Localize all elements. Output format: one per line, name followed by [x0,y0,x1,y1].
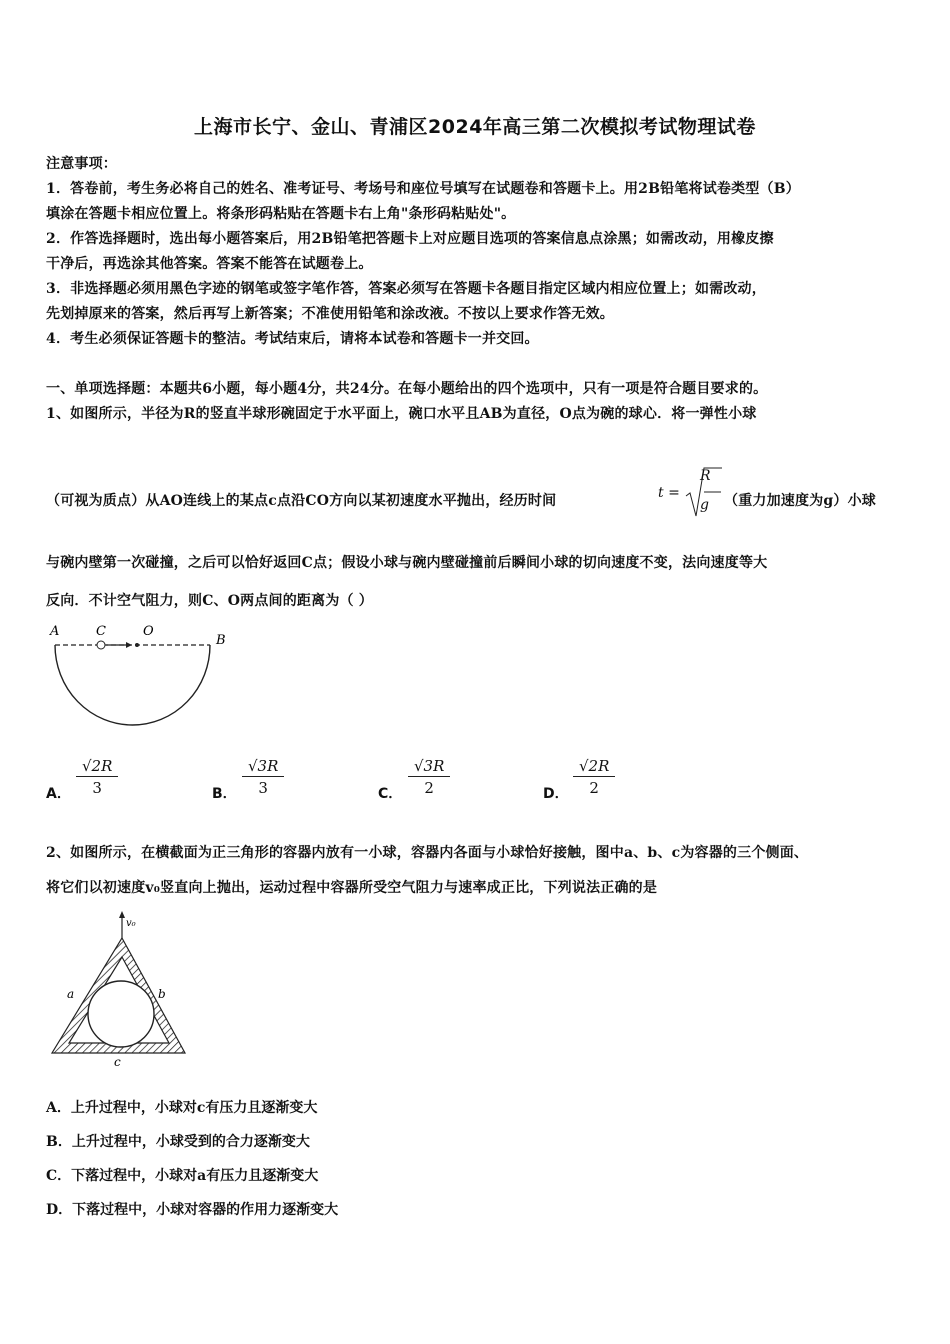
notice-line-1: 1．答卷前，考生务必将自己的姓名、准考证号、考场号和座位号填写在试题卷和答题卡上。用2B铅笔将试卷类型（B） [46,181,800,197]
q1-line-3: 与碗内壁第一次碰撞，之后可以恰好返回C点；假设小球与碗内壁碰撞前后瞬间小球的切向速度不变，法向速度等大 [46,555,768,571]
triangle-figure [50,908,210,1068]
label-side-b: b [158,987,166,1001]
section-heading: 一、单项选择题：本题共6小题，每小题4分，共24分。在每小题给出的四个选项中，只有一项是符合题目要求的。 [46,381,768,397]
label-o: O [143,624,154,639]
formula-num: R [700,468,711,484]
q1-line-2a: （可视为质点）从AO连线上的某点c点沿CO方向以某初速度水平抛出，经历时间 [46,493,557,509]
option-fraction [76,757,118,797]
label-a: A [50,624,60,639]
v0-arrowhead-icon [119,911,125,918]
q2-choice-c[interactable]: C．下落过程中，小球对a有压力且逐渐变大 [46,1168,319,1184]
q2-line-1: 2、如图所示，在横截面为正三角形的容器内放有一小球，容器内各面与小球恰好接触，图中a、b、c为容器的三个侧面、 [46,845,809,861]
ball-icon [88,981,154,1047]
option-fraction [408,757,450,797]
label-c: C [96,624,106,639]
q2-choice-d[interactable]: D．下落过程中，小球对容器的作用力逐渐变大 [46,1202,339,1218]
notice-heading: 注意事项： [46,156,117,172]
formula-den: g [700,497,709,513]
q2-choice-a[interactable]: A．上升过程中，小球对c有压力且逐渐变大 [46,1100,318,1116]
notice-line-7: 4．考生必须保证答题卡的整洁。考试结束后，请将本试卷和答题卡一并交回。 [46,331,539,347]
center-point [135,643,139,647]
fraction-numerator: √2R [573,757,615,777]
bowl-figure [40,618,240,738]
notice-line-4: 干净后，再选涂其他答案。答案不能答在试题卷上。 [46,256,373,272]
option-letter: C． [378,786,403,802]
q1-line-1: 1、如图所示，半径为R的竖直半球形碗固定于水平面上，碗口水平且AB为直径，O点为碗的球心．将一弹性小球 [46,406,757,422]
fraction-numerator: √3R [408,757,450,777]
q2-choice-b[interactable]: B．上升过程中，小球受到的合力逐渐变大 [46,1134,310,1150]
ball-icon [97,641,105,649]
q1-line-2b: （重力加速度为g）小球 [724,493,876,509]
arrowhead-icon [126,642,132,648]
label-b: B [216,633,226,648]
q1-line-4: 反向．不计空气阻力，则C、O两点间的距离为（ ） [46,593,374,609]
notice-line-3: 2．作答选择题时，选出每小题答案后，用2B铅笔把答题卡上对应题目选项的答案信息点涂黑；如需改动，用橡皮擦 [46,231,774,247]
bowl-arc [55,645,210,725]
page-title: 上海市长宁、金山、青浦区2024年高三第二次模拟考试物理试卷 [194,116,756,138]
formula-t: t [658,485,664,501]
fraction-denominator: 3 [258,779,268,797]
notice-line-5: 3．非选择题必须用黑色字迹的钢笔或签字笔作答，答案必须写在答题卡各题目指定区域内相应位置上；如需改动， [46,281,766,297]
fraction-denominator: 2 [424,779,434,797]
notice-line-2: 填涂在答题卡相应位置上。将条形码粘贴在答题卡右上角"条形码粘贴处"。 [46,206,516,222]
q2-line-2: 将它们以初速度v₀竖直向上抛出，运动过程中容器所受空气阻力与速率成正比，下列说法正确的是 [46,880,658,896]
fraction-denominator: 3 [92,779,102,797]
option-letter: D． [543,786,569,802]
notice-line-6: 先划掉原来的答案，然后再写上新答案；不准使用铅笔和涂改液。不按以上要求作答无效。 [46,306,614,322]
option-letter: A． [46,786,71,802]
option-fraction [573,757,615,797]
option-fraction [242,757,284,797]
option-letter: B． [212,786,237,802]
fraction-numerator: √3R [242,757,284,777]
label-side-a: a [67,987,75,1001]
label-side-c: c [114,1055,121,1068]
fraction-denominator: 2 [589,779,599,797]
formula-eq: = [668,485,680,501]
time-formula [658,466,722,520]
fraction-numerator: √2R [76,757,118,777]
label-v0: v₀ [126,918,136,929]
